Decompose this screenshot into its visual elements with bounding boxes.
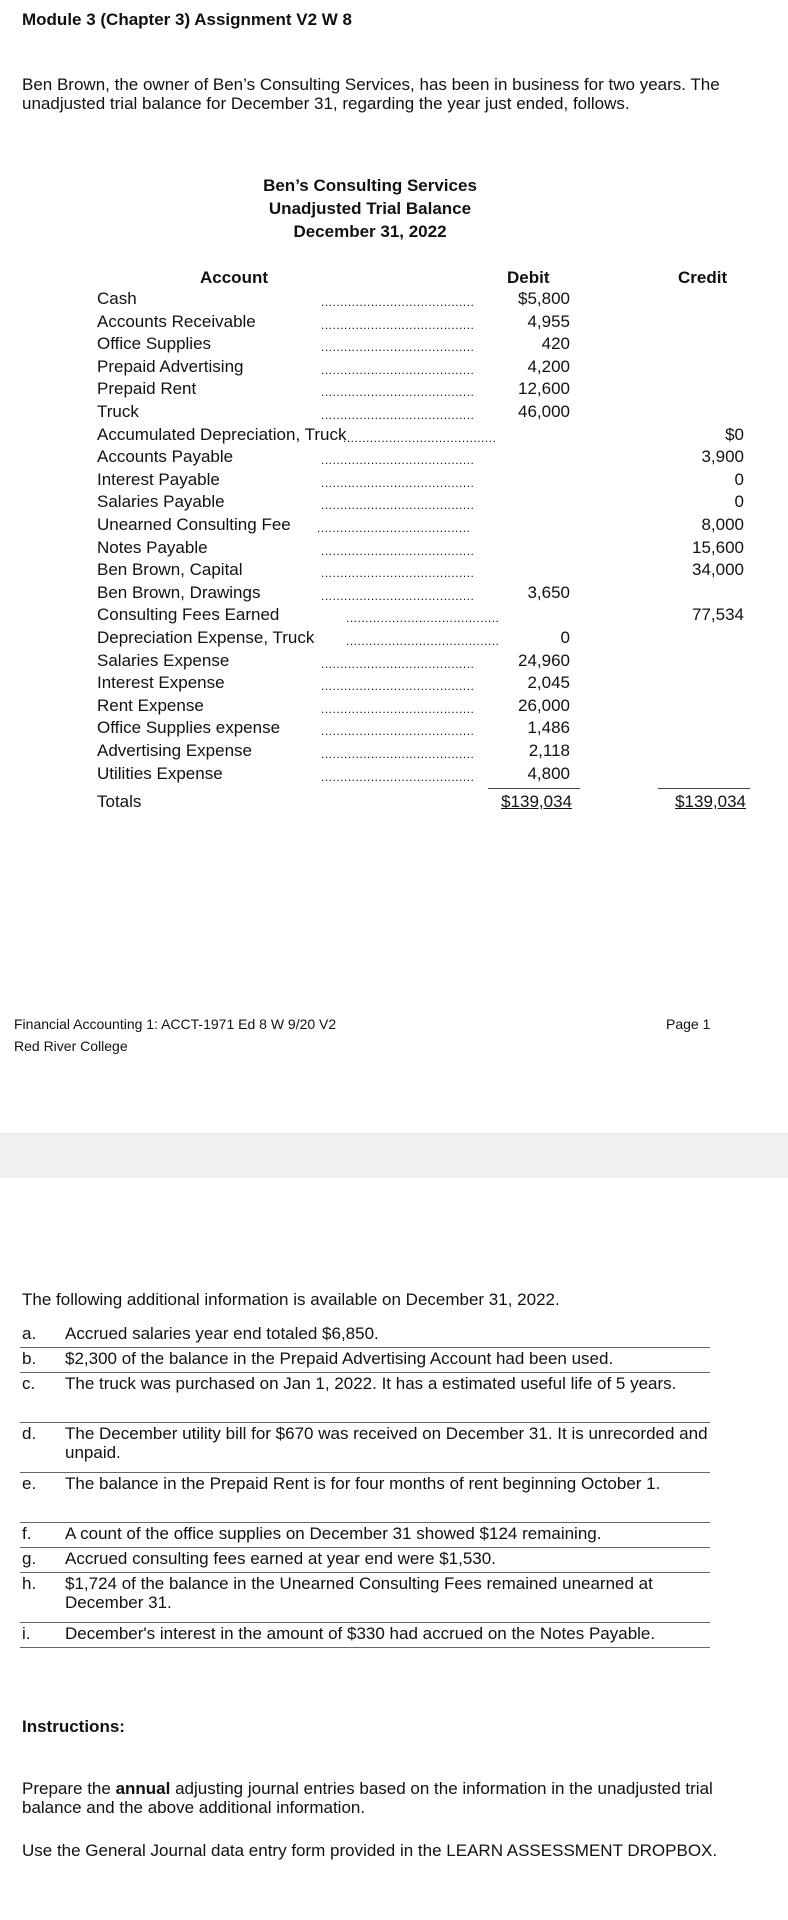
- trial-balance-row: [0, 470, 788, 493]
- credit-amount: $0: [725, 424, 744, 444]
- instructions-paragraph-2: Use the General Journal data entry form provided in the LEARN ASSESSMENT DROPBOX.: [22, 1841, 718, 1860]
- leader-dots: ........................................: [321, 543, 475, 558]
- additional-info-item: [20, 1622, 710, 1648]
- debit-subtotal-line: [488, 788, 580, 789]
- account-name: Notes Payable: [97, 537, 208, 557]
- account-name: Salaries Payable: [97, 492, 225, 512]
- debit-amount: 1,486: [527, 718, 570, 738]
- item-text: $1,724 of the balance in the Unearned Consulting Fees remained unearned at December 31.: [65, 1574, 653, 1612]
- leader-dots: ........................................: [321, 385, 475, 400]
- item-letter: g.: [22, 1549, 37, 1568]
- item-text: Accrued consulting fees earned at year end were $1,530.: [65, 1549, 496, 1568]
- debit-amount: 2,045: [527, 673, 570, 693]
- assignment-title: Module 3 (Chapter 3) Assignment V2 W 8: [22, 10, 352, 29]
- debit-amount: 26,000: [518, 695, 570, 715]
- debit-amount: 12,600: [518, 379, 570, 399]
- additional-info-heading: The following additional information is available on December 31, 2022.: [22, 1290, 560, 1309]
- trial-balance-row: [0, 696, 788, 719]
- credit-amount: 15,600: [692, 537, 744, 557]
- leader-dots: ........................................: [343, 430, 497, 445]
- debit-amount: $5,800: [518, 289, 570, 308]
- leader-dots: ........................................: [321, 340, 475, 355]
- instructions-p1-bold: annual: [115, 1779, 171, 1798]
- instructions-p1-end: adjusting journal entries based on the information in the unadjusted trial balance and the above additional information.: [22, 1779, 713, 1817]
- trial-balance-row: [0, 538, 788, 561]
- trial-balance-row: [0, 334, 788, 357]
- additional-info-item: [20, 1372, 710, 1423]
- item-letter: f.: [22, 1524, 32, 1543]
- trial-balance-row: [0, 605, 788, 628]
- debit-amount: 24,960: [518, 650, 570, 670]
- credit-column-header: Credit: [678, 268, 728, 287]
- item-letter: i.: [22, 1624, 31, 1643]
- trial-balance-row: [0, 515, 788, 538]
- account-name: Accumulated Depreciation, Truck: [97, 424, 347, 444]
- leader-dots: ........................................: [346, 634, 500, 648]
- report-date: December 31, 2022: [293, 222, 447, 241]
- account-name: Unearned Consulting Fee: [97, 515, 291, 534]
- account-name: Accounts Receivable: [97, 311, 256, 331]
- intro-paragraph: Ben Brown, the owner of Ben’s Consulting Services, has been in business for two years. The unadjusted trial balance for December 31, regarding the year just ended, follows.: [22, 75, 720, 113]
- trial-balance-row: [0, 379, 788, 402]
- trial-balance-row: [0, 628, 788, 651]
- credit-subtotal-line: [658, 788, 750, 789]
- account-name: Prepaid Rent: [97, 379, 197, 399]
- trial-balance-row: [0, 312, 788, 335]
- totals-row: [0, 792, 788, 815]
- item-letter: e.: [22, 1474, 37, 1493]
- account-name: Utilities Expense: [97, 763, 223, 783]
- leader-dots: ........................................: [321, 724, 475, 739]
- report-name: Unadjusted Trial Balance: [268, 199, 472, 218]
- trial-balance-row: [0, 402, 788, 425]
- leader-dots: ........................................: [321, 679, 475, 694]
- account-name: Advertising Expense: [97, 741, 252, 760]
- account-name: Office Supplies: [97, 334, 212, 354]
- credit-amount: 3,900: [701, 447, 744, 467]
- item-text: $2,300 of the balance in the Prepaid Advertising Account had been used.: [65, 1349, 614, 1368]
- trial-balance-row: [0, 651, 788, 674]
- page-break-band: [0, 1133, 788, 1178]
- item-letter: h.: [22, 1574, 37, 1593]
- trial-balance-row: [0, 560, 788, 583]
- debit-amount: 46,000: [518, 402, 570, 421]
- debit-amount: 3,650: [527, 582, 570, 602]
- account-name: Truck: [97, 402, 139, 421]
- leader-dots: ........................................: [346, 611, 500, 626]
- account-name: Depreciation Expense, Truck: [97, 628, 315, 647]
- leader-dots: ........................................: [321, 566, 475, 581]
- account-name: Consulting Fees Earned: [97, 605, 280, 625]
- credit-amount: 77,534: [692, 605, 744, 625]
- item-letter: a.: [22, 1324, 37, 1343]
- trial-balance-row: [0, 492, 788, 515]
- debit-amount: 2,118: [528, 741, 570, 760]
- additional-info-item: [20, 1347, 710, 1373]
- footer-page-number: Page 1: [666, 1016, 711, 1032]
- account-name: Interest Payable: [97, 469, 220, 489]
- debit-amount: 4,200: [527, 356, 570, 376]
- account-name: Salaries Expense: [97, 650, 230, 670]
- item-text: A count of the office supplies on December 31 showed $124 remaining.: [65, 1524, 602, 1543]
- account-name: Office Supplies expense: [97, 718, 281, 738]
- item-text: December's interest in the amount of $330 had accrued on the Notes Payable.: [65, 1624, 656, 1643]
- account-name: Prepaid Advertising: [97, 356, 244, 376]
- leader-dots: ........................................: [317, 521, 471, 535]
- trial-balance-row: [0, 673, 788, 696]
- item-text: Accrued salaries year end totaled $6,850.: [65, 1324, 379, 1343]
- trial-balance-row: [0, 289, 788, 312]
- trial-balance-row: [0, 741, 788, 764]
- debit-amount: 0: [560, 628, 570, 647]
- account-name: Interest Expense: [97, 673, 225, 693]
- instructions-p1-start: Prepare the: [22, 1779, 116, 1798]
- leader-dots: ........................................: [321, 701, 475, 716]
- footer-course: Financial Accounting 1: ACCT-1971 Ed 8 W 9/20 V2: [14, 1016, 337, 1032]
- leader-dots: ........................................: [321, 769, 475, 784]
- trial-balance-row: [0, 357, 788, 380]
- trial-balance-row: [0, 583, 788, 606]
- additional-info-item: [20, 1322, 710, 1348]
- debit-column-header: Debit: [507, 268, 550, 287]
- debit-amount: 4,800: [527, 763, 570, 783]
- total-debit: $139,034: [501, 792, 572, 811]
- account-name: Cash: [97, 289, 137, 308]
- leader-dots: ........................................: [321, 317, 475, 332]
- account-column-header: Account: [200, 268, 268, 287]
- totals-label: Totals: [97, 792, 142, 811]
- additional-info-item: [20, 1522, 710, 1548]
- account-name: Accounts Payable: [97, 447, 234, 467]
- account-name: Ben Brown, Drawings: [97, 582, 261, 602]
- leader-dots: ........................................: [321, 656, 475, 671]
- trial-balance-row: [0, 718, 788, 741]
- leader-dots: ........................................: [321, 295, 475, 309]
- item-letter: c.: [22, 1374, 36, 1393]
- trial-balance-row: [0, 425, 788, 448]
- trial-balance-row: [0, 764, 788, 787]
- account-name: Rent Expense: [97, 695, 204, 715]
- leader-dots: ........................................: [321, 747, 475, 761]
- additional-info-item: [20, 1422, 710, 1473]
- item-text: The truck was purchased on Jan 1, 2022. It has a estimated useful life of 5 years.: [65, 1374, 677, 1393]
- instructions-paragraph-1: [22, 1779, 722, 1817]
- credit-amount: 8,000: [701, 515, 744, 534]
- credit-amount: 34,000: [692, 560, 744, 580]
- footer-college: Red River College: [14, 1038, 128, 1054]
- credit-amount: 0: [734, 492, 744, 512]
- additional-info-item: [20, 1472, 710, 1523]
- company-name: Ben’s Consulting Services: [263, 176, 477, 195]
- leader-dots: ........................................: [321, 408, 475, 422]
- item-text: The December utility bill for $670 was received on December 31. It is unrecorded and unpaid.: [65, 1424, 708, 1462]
- leader-dots: ........................................: [321, 588, 475, 603]
- item-letter: d.: [22, 1424, 37, 1443]
- leader-dots: ........................................: [321, 362, 475, 377]
- debit-amount: 4,955: [527, 311, 570, 331]
- account-name: Ben Brown, Capital: [97, 560, 243, 580]
- trial-balance-row: [0, 447, 788, 470]
- additional-info-item: [20, 1547, 710, 1573]
- leader-dots: ........................................: [321, 475, 475, 490]
- item-letter: b.: [22, 1349, 37, 1368]
- total-credit: $139,034: [675, 792, 746, 811]
- debit-amount: 420: [541, 334, 570, 354]
- instructions-heading: Instructions:: [22, 1717, 125, 1736]
- additional-info-item: [20, 1572, 710, 1623]
- leader-dots: ........................................: [321, 498, 475, 513]
- item-text: The balance in the Prepaid Rent is for four months of rent beginning October 1.: [65, 1474, 661, 1493]
- credit-amount: 0: [734, 469, 744, 489]
- leader-dots: ........................................: [321, 453, 475, 468]
